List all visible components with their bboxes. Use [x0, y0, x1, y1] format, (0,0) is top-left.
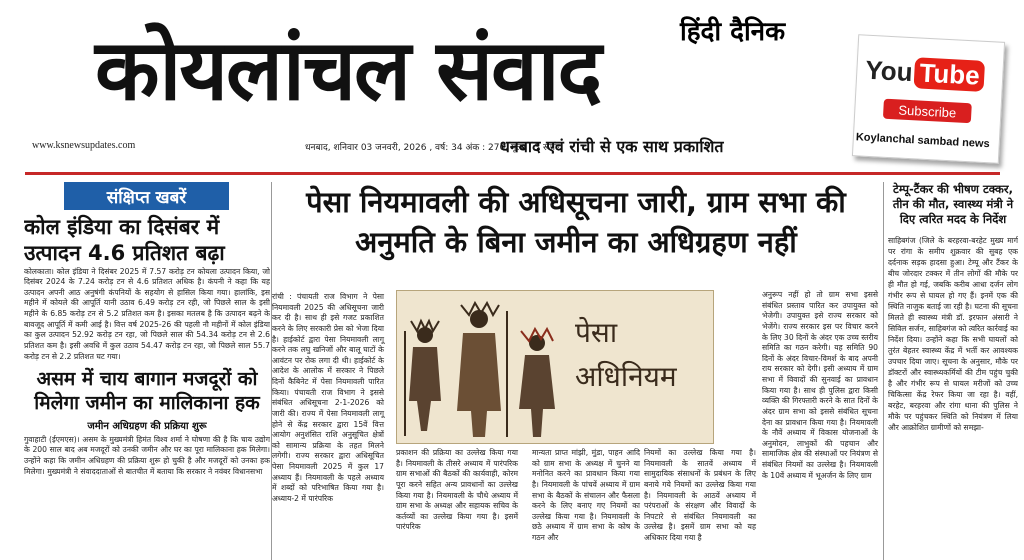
website-url[interactable]: www.ksnewsupdates.com [32, 140, 136, 151]
story-body: कोलकाता। कोल इंडिया ने दिसंबर 2025 में 7.57 करोड़ टन कोयला उत्पादन किया, जो दिसंबर 2024 के 7.24 करोड़ टन से 4.6 प्रतिशत अधिक है। कंपनी ने कहा कि यह उत्पादन अपनी आठ अनुषंगी कंपनियों के सहयोग से हासिल किया गया। हालांकि, इस महीने में कोयले की आपूर्ति यानी उठाव 6.49 करोड़ टन रही, जो पिछले साल के इसी महीने के 6.85 करोड़ टन से 5.2 प्रतिशत कम है। इसका मतलब है कि उत्पादन बढ़ने के बावजूद आपूर्ति में कमी आई है। वित्त वर्ष 2025-26 की पहली नौ महीनों में कोल इंडिया का कुल उत्पादन 52.92 करोड़ टन रहा, जो पिछले साल की 54.34 करोड़ टन से 2.6 प्रतिशत कम है। इसी अवधि में कुल उठाव 54.47 करोड़ टन रहा, जो पिछले साल 55.7 करोड़ टन से 2.2 प्रतिशत घट गया। [24, 266, 270, 361]
side-headline: टेम्पू-टैंकर की भीषण टक्कर, तीन की मौत, स्वास्थ्य मंत्री ने दिए त्वरित मदद के निर्देश [892, 182, 1014, 226]
side-body: साहिबगंज (जिले के बरहरवा-बरहेट मुख्य मार्ग पर रांगा के समीप शुक्रवार की सुबह एक दर्दनाक सड़क हादसा हुआ। टेम्पू और टैंकर के बीच जोरदार टक्कर में तीन लोगों की मौके पर ही मौत हो गई, जबकि करीब आधा दर्जन लोग गंभीर रूप से घायल हो गए हैं। इनमें एक की स्थिति नाजुक बताई जा रही है। घटना की सूचना मिलते ही स्वास्थ्य मंत्री डॉ. इरफान अंसारी ने सिविल सर्जन, साहिबगंज को त्वरित कार्रवाई का निर्देश दिया। उन्होंने कहा कि सभी घायलों को तुरंत बेहतर स्वास्थ्य केंद्र में भर्ती कर आवश्यक उपचार दिया जाए। सूचना के अनुसार, मौके पर डॉक्टरों और स्वास्थ्यकर्मियों की टीम पहुंच चुकी है और गंभीर रूप से घायल मरीजों को उच्च चिकित्सा केंद्र रेफर किया जा रहा है। वहीं, बरहेट, बरहरवा और रांगा थाना की पुलिस ने मौके पर पहुंचकर स्थिति को नियंत्रण में लिया और आक्रोशित ग्रामीणों को समझा- [888, 235, 1018, 432]
story-subheadline: जमीन अधिग्रहण की प्रक्रिया शुरू [87, 420, 207, 432]
youtube-logo-tube: Tube [914, 57, 986, 92]
lead-headline: पेसा नियमावली की अधिसूचना जारी, ग्राम सभा की अनुमति के बिना जमीन का अधिग्रहण नहीं [306, 185, 846, 260]
briefs-column [24, 182, 270, 560]
lead-body-column: रांची : पंचायती राज विभाग ने पेसा नियमावली 2025 की अधिसूचना जारी कर दी है। साथ ही इसे गजट प्रकाशित करने के लिए सरकारी प्रेस को भेजा दिया है। हाईकोर्ट द्वारा पेसा नियमावली लागू करने तक लघु खनिजों और बालू घाटों के आवंटन पर रोक लगा दी थी। हाईकोर्ट के आदेश के आलोक में सरकार ने पिछले दिनों कैबिनेट में पेसा नियमावली पारित किया। पंचायती राज विभाग ने इससे संबंधित अधिसूचना 2-1-2026 को जारी की। राज्य में पेसा नियमावली लागू होने से केंद्र सरकार द्वारा 15वें वित्त आयोग अनुशंसित राशि अनुसूचित क्षेत्रों को सामान्य प्रक्रिया के तहत मिलने लगेगी। राज्य सरकार द्वारा अधिसूचित पेसा नियमावली 2025 में कुल 17 अध्याय हैं। नियमावली के पहले अध्याय में शब्दों को परिभाषित किया गया है। अध्याय-2 में पारंपरिक [272, 292, 384, 503]
column-divider [883, 182, 884, 560]
edition-label: हिंदी दैनिक [680, 17, 786, 47]
youtube-subscribe-button[interactable]: Subscribe [883, 99, 972, 124]
masthead-divider [25, 172, 1000, 175]
dateline: धनबाद, शनिवार 03 जनवरी, 2026 , वर्ष: 34 अंक : 276, मूल्य : 3 रूपए [305, 143, 561, 153]
youtube-logo [864, 50, 985, 96]
pesa-illustration [396, 290, 714, 444]
lead-body-column: मान्यता प्राप्त मांझी, मुंडा, पाहन आदि को ग्राम सभा के अध्यक्ष में चुनने या मनोनित करने का प्रावधान किया गया है। नियमावली के पांचवें अध्याय में ग्राम सभा के बैठकों के संचालन और फैसला करने के लिए बनाए गए नियमों का उल्लेख किया गया है। नियमावली के छठे अध्याय में ग्राम सभा के कोष के गठन और [532, 448, 640, 542]
story-headline: कोल इंडिया का दिसंबर में उत्पादन 4.6 प्रतिशत बढ़ा [24, 215, 225, 266]
lead-body-column: प्रकाशन की प्रक्रिया का उल्लेख किया गया है। नियमावली के तीसरे अध्याय में पारंपरिक ग्राम सभाओं की बैठकों की कार्यवाही, कोरम पूरा करने सहित अन्य प्रावधानों का उल्लेख किया गया है। नियमावली के चौथे अध्याय में ग्राम सभा के अध्यक्ष और सहायक सचिव के कर्तव्यों का उल्लेख किया गया है। इसमें पारंपरिक [396, 448, 518, 532]
youtube-channel-name: Koylanchal sambad news [855, 131, 990, 151]
side-story [888, 182, 1018, 560]
youtube-subscribe-badge[interactable] [852, 34, 1005, 164]
masthead [0, 0, 1024, 180]
briefs-banner: संक्षिप्त खबरें [64, 182, 229, 210]
illustration-caption: पेसा [575, 316, 618, 349]
youtube-logo-you: You [864, 54, 914, 87]
newspaper-title: कोयलांचल संवाद [95, 21, 601, 119]
lead-story [272, 182, 880, 560]
story-body: गुवाहाटी (ईएमएस)। असम के मुख्यमंत्री हिमंत विश्व शर्मा ने घोषणा की है कि चाय उद्योग के 200 साल बाद अब मजदूरों को उनकी जमीन और घर का पूरा मालिकाना हक मिलेगा। उन्होंने कहा कि जमीन अधिग्रहण की प्रक्रिया शुरू हो चुकी है और मजदूरों को उनका हक मिलेगा। मुख्यमंत्री ने संवाददाताओं से बातचीत में बताया कि सरकार ने नवंबर विधानसभा [24, 434, 270, 476]
lead-body-column: अनुरूप नहीं हो तो ग्राम सभा इससे संबंधित प्रस्ताव पारित कर उपायुक्त को भेजेगी। उपायुक्त इसे राज्य सरकार को भेजेंगे। राज्य सरकार इस पर विचार करने के लिए 30 दिनों के अंदर एक उच्च स्तरीय समिति का गठन करेगी। यह समिति 90 दिनों के अंदर विचार-विमर्श के बाद अपनी राय सरकार को देगी। इसी अध्याय में ग्राम सभा में विवादों की सुनवाई का प्रावधान किया गया है। साथ ही पुलिस द्वारा किसी व्यक्ति की गिरफ्तारी करने के सात दिनों के अंदर ग्राम सभा को इससे संबंधित सूचना देना का प्रावधान किया गया है। नियमावली के नौवें अध्याय में विकास योजनाओं के अनुमोदन, लाभुकों की पहचान और सामाजिक क्षेत्र की संस्थाओं पर नियंत्रण से संबंधित नियमों का उल्लेख है। नियमावली के 10वें अध्याय में भूअर्जन के लिए ग्राम [762, 290, 878, 480]
story-headline: असम में चाय बागान मजदूरों को मिलेगा जमीन का मालिकाना हक [34, 368, 260, 414]
lead-body-column: नियमों का उल्लेख किया गया है। नियमावली के सातवें अध्याय में सामुदायिक संसाधनों के प्रबंधन के लिए बनाये गये नियमों का उल्लेख किया गया है। नियमावली के आठवें अध्याय में परंपराओं के संरक्षण और विवादों के निपटारे से संबंधित नियमावली का उल्लेख है। इसमें ग्राम सभा को यह अधिकार दिया गया है [644, 448, 756, 542]
tagline: धनबाद एवं रांची से एक साथ प्रकाशित [500, 137, 724, 156]
illustration-caption: अधिनियम [575, 360, 677, 393]
